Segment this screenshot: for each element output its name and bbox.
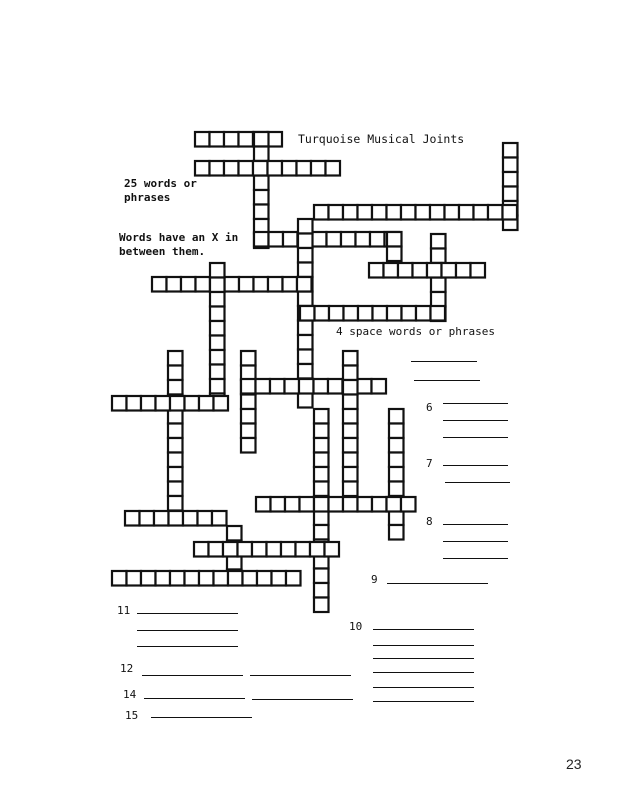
crossword-cell[interactable]: [325, 542, 340, 557]
crossword-cell[interactable]: [314, 482, 329, 497]
crossword-cell[interactable]: [343, 205, 358, 220]
crossword-cell[interactable]: [185, 396, 200, 411]
crossword-cell[interactable]: [311, 161, 326, 176]
crossword-cell[interactable]: [299, 379, 314, 394]
answer-blank[interactable]: [250, 675, 351, 676]
crossword-cell[interactable]: [343, 380, 358, 395]
word-count-note-line1: 25 words or: [124, 177, 197, 190]
crossword-cell[interactable]: [168, 467, 183, 482]
clue-number-11: 11: [117, 604, 131, 617]
crossword-cell[interactable]: [185, 571, 200, 586]
crossword-cell[interactable]: [254, 205, 269, 220]
crossword-cell[interactable]: [431, 306, 446, 321]
hint-note-line1: Words have an X in: [119, 231, 239, 244]
crossword-cell[interactable]: [268, 277, 283, 292]
clue-number-14: 14: [123, 688, 137, 701]
crossword-cell[interactable]: [328, 379, 343, 394]
crossword-cell[interactable]: [212, 511, 227, 526]
crossword-cell[interactable]: [387, 247, 402, 262]
crossword-cell[interactable]: [343, 366, 358, 381]
clue-number-7: 7: [426, 457, 433, 470]
crossword-cell[interactable]: [195, 161, 210, 176]
crossword-cell[interactable]: [503, 205, 518, 220]
answer-blank[interactable]: [252, 699, 353, 700]
answer-blank[interactable]: [443, 403, 508, 404]
crossword-cell[interactable]: [389, 467, 404, 482]
crossword-cell[interactable]: [168, 496, 183, 511]
crossword-cell[interactable]: [358, 306, 373, 321]
crossword-cell[interactable]: [413, 263, 428, 278]
crossword-cell[interactable]: [199, 571, 214, 586]
crossword-cell[interactable]: [389, 482, 404, 497]
crossword-cell[interactable]: [445, 205, 460, 220]
crossword-cell[interactable]: [298, 263, 313, 278]
crossword-cell[interactable]: [196, 277, 211, 292]
crossword-cell[interactable]: [314, 511, 329, 526]
answer-blank[interactable]: [373, 672, 474, 673]
crossword-cell[interactable]: [314, 467, 329, 482]
crossword-cell[interactable]: [210, 278, 225, 293]
crossword-cell[interactable]: [372, 497, 387, 512]
crossword-cell[interactable]: [389, 453, 404, 468]
crossword-cell[interactable]: [256, 497, 271, 512]
crossword-cell[interactable]: [271, 497, 286, 512]
crossword-cell[interactable]: [431, 234, 446, 249]
crossword-cell[interactable]: [416, 205, 431, 220]
crossword-cell[interactable]: [125, 511, 140, 526]
crossword-cell[interactable]: [267, 542, 282, 557]
crossword-cell[interactable]: [239, 161, 254, 176]
crossword-cell[interactable]: [314, 409, 329, 424]
crossword-cell[interactable]: [369, 263, 384, 278]
crossword-cell[interactable]: [387, 306, 402, 321]
crossword-cell[interactable]: [431, 292, 446, 307]
crossword-cell[interactable]: [356, 232, 371, 247]
crossword-cell[interactable]: [298, 219, 313, 234]
crossword-cell[interactable]: [269, 232, 284, 247]
crossword-cell[interactable]: [314, 205, 329, 220]
crossword-cell[interactable]: [141, 571, 156, 586]
crossword-cell[interactable]: [281, 542, 296, 557]
crossword-cell[interactable]: [459, 205, 474, 220]
crossword-cell[interactable]: [254, 277, 269, 292]
crossword-cell[interactable]: [298, 292, 313, 307]
crossword-cell[interactable]: [254, 190, 269, 205]
crossword-cell[interactable]: [314, 424, 329, 439]
crossword-cell[interactable]: [456, 263, 471, 278]
crossword-cell[interactable]: [298, 321, 313, 336]
crossword-cell[interactable]: [387, 232, 402, 247]
crossword-cell[interactable]: [343, 497, 358, 512]
crossword-cell[interactable]: [401, 497, 416, 512]
crossword-cell[interactable]: [358, 497, 373, 512]
page-number: 23: [566, 756, 582, 772]
crossword-cell[interactable]: [310, 542, 325, 557]
crossword-cell[interactable]: [297, 277, 312, 292]
crossword-cell[interactable]: [298, 335, 313, 350]
crossword-cell[interactable]: [256, 379, 271, 394]
crossword-cell[interactable]: [112, 571, 127, 586]
answer-blank[interactable]: [445, 482, 510, 483]
crossword-cell[interactable]: [402, 306, 417, 321]
word-count-note-line2: phrases: [124, 191, 171, 204]
hint-note-line2: between them.: [119, 245, 206, 258]
crossword-cell[interactable]: [503, 143, 518, 158]
crossword-cell[interactable]: [312, 232, 327, 247]
crossword-cell[interactable]: [210, 321, 225, 336]
crossword-cell[interactable]: [298, 364, 313, 379]
crossword-cell[interactable]: [298, 350, 313, 365]
crossword-cell[interactable]: [343, 409, 358, 424]
crossword-cell[interactable]: [194, 542, 209, 557]
crossword-cell[interactable]: [227, 526, 242, 541]
crossword-cell[interactable]: [358, 205, 373, 220]
crossword-cell[interactable]: [314, 497, 329, 512]
crossword-cell[interactable]: [214, 396, 229, 411]
crossword-cell[interactable]: [254, 232, 269, 247]
crossword-cell[interactable]: [344, 306, 359, 321]
crossword-cell[interactable]: [152, 277, 167, 292]
crossword-cell[interactable]: [387, 205, 402, 220]
crossword-cell[interactable]: [210, 336, 225, 351]
answer-blank[interactable]: [137, 646, 238, 647]
crossword-cell[interactable]: [427, 263, 442, 278]
crossword-cell[interactable]: [471, 263, 486, 278]
crossword-cell[interactable]: [387, 497, 402, 512]
answer-blank[interactable]: [414, 380, 480, 381]
crossword-cell[interactable]: [168, 351, 183, 366]
crossword-cell[interactable]: [297, 161, 312, 176]
crossword-cell[interactable]: [384, 263, 399, 278]
crossword-cell[interactable]: [286, 571, 301, 586]
crossword-cell[interactable]: [300, 497, 315, 512]
crossword-cell[interactable]: [214, 571, 229, 586]
crossword-cell[interactable]: [156, 396, 171, 411]
crossword-cell[interactable]: [503, 172, 518, 187]
crossword-cell[interactable]: [268, 132, 283, 147]
crossword-cell[interactable]: [503, 187, 518, 202]
crossword-cell[interactable]: [272, 571, 287, 586]
clue-number-12: 12: [120, 662, 134, 675]
crossword-cell[interactable]: [241, 424, 256, 439]
crossword-cell[interactable]: [282, 161, 297, 176]
crossword-cell[interactable]: [210, 307, 225, 322]
crossword-cell[interactable]: [210, 379, 225, 394]
crossword-cell[interactable]: [239, 132, 254, 147]
crossword-cell[interactable]: [225, 277, 240, 292]
clue-number-6: 6: [426, 401, 433, 414]
crossword-cell[interactable]: [298, 248, 313, 263]
answer-blank[interactable]: [373, 629, 474, 630]
crossword-cell[interactable]: [224, 132, 239, 147]
crossword-cell[interactable]: [241, 351, 256, 366]
crossword-cell[interactable]: [343, 424, 358, 439]
crossword-cell[interactable]: [314, 569, 329, 584]
crossword-cell[interactable]: [296, 542, 311, 557]
crossword-cell[interactable]: [372, 379, 387, 394]
answer-blank[interactable]: [387, 583, 488, 584]
clue-number-9: 9: [371, 573, 378, 586]
crossword-cell[interactable]: [195, 132, 210, 147]
crossword-cell[interactable]: [314, 583, 329, 598]
crossword-cell[interactable]: [210, 263, 225, 278]
answer-blank[interactable]: [443, 524, 508, 525]
crossword-cell[interactable]: [210, 350, 225, 365]
clue-number-8: 8: [426, 515, 433, 528]
crossword-cell[interactable]: [210, 365, 225, 380]
answer-blank[interactable]: [443, 541, 508, 542]
crossword-cell[interactable]: [168, 366, 183, 381]
crossword-cell[interactable]: [252, 542, 267, 557]
crossword-cell[interactable]: [169, 511, 184, 526]
crossword-cell[interactable]: [241, 395, 256, 410]
crossword-cell[interactable]: [416, 306, 431, 321]
answer-blank[interactable]: [443, 437, 508, 438]
crossword-cell[interactable]: [209, 542, 224, 557]
crossword-cell[interactable]: [254, 147, 269, 162]
crossword-cell[interactable]: [431, 278, 446, 293]
crossword-cell[interactable]: [198, 511, 213, 526]
answer-blank[interactable]: [142, 675, 243, 676]
crossword-cell[interactable]: [228, 571, 243, 586]
crossword-cell[interactable]: [314, 453, 329, 468]
answer-blank[interactable]: [144, 698, 245, 699]
crossword-cell[interactable]: [389, 409, 404, 424]
crossword-cell[interactable]: [241, 409, 256, 424]
crossword-cell[interactable]: [343, 467, 358, 482]
crossword-cell[interactable]: [315, 306, 330, 321]
answer-blank[interactable]: [443, 558, 508, 559]
crossword-cell[interactable]: [140, 511, 155, 526]
crossword-cell[interactable]: [314, 379, 329, 394]
crossword-cell[interactable]: [170, 396, 185, 411]
crossword-cell[interactable]: [370, 232, 385, 247]
crossword-cell[interactable]: [199, 396, 214, 411]
crossword-cell[interactable]: [210, 132, 225, 147]
crossword-cell[interactable]: [154, 511, 169, 526]
crossword-cell[interactable]: [243, 571, 258, 586]
crossword-cell[interactable]: [181, 277, 196, 292]
crossword-cell[interactable]: [401, 205, 416, 220]
answer-blank[interactable]: [137, 613, 238, 614]
crossword-cell[interactable]: [430, 205, 445, 220]
crossword-cell[interactable]: [488, 205, 503, 220]
crossword-cell[interactable]: [239, 277, 254, 292]
answer-blank[interactable]: [373, 701, 474, 702]
crossword-cell[interactable]: [168, 438, 183, 453]
crossword-cell[interactable]: [285, 379, 300, 394]
crossword-cell[interactable]: [210, 161, 225, 176]
crossword-cell[interactable]: [170, 571, 185, 586]
crossword-cell[interactable]: [127, 571, 142, 586]
crossword-cell[interactable]: [343, 482, 358, 497]
answer-blank[interactable]: [443, 420, 508, 421]
crossword-cell[interactable]: [398, 263, 413, 278]
crossword-cell[interactable]: [283, 232, 298, 247]
crossword-cell[interactable]: [141, 396, 156, 411]
crossword-cell[interactable]: [254, 176, 269, 191]
crossword-cell[interactable]: [270, 379, 285, 394]
crossword-cell[interactable]: [253, 161, 268, 176]
crossword-cell[interactable]: [314, 525, 329, 540]
crossword-cell[interactable]: [343, 395, 358, 410]
crossword-cell[interactable]: [503, 158, 518, 173]
crossword-cell[interactable]: [283, 277, 298, 292]
crossword-cell[interactable]: [343, 351, 358, 366]
crossword-cell[interactable]: [357, 379, 372, 394]
crossword-cell[interactable]: [210, 292, 225, 307]
crossword-cell[interactable]: [241, 366, 256, 381]
crossword-cell[interactable]: [254, 132, 269, 147]
crossword-cell[interactable]: [343, 438, 358, 453]
crossword-cell[interactable]: [389, 511, 404, 526]
crossword-cell[interactable]: [238, 542, 253, 557]
crossword-cell[interactable]: [127, 396, 142, 411]
answer-blank[interactable]: [443, 465, 508, 466]
crossword-cell[interactable]: [298, 393, 313, 408]
crossword-cell[interactable]: [329, 306, 344, 321]
crossword-cell[interactable]: [442, 263, 457, 278]
crossword-cell[interactable]: [257, 571, 272, 586]
crossword-cell[interactable]: [241, 438, 256, 453]
crossword-cell[interactable]: [389, 438, 404, 453]
crossword-cell[interactable]: [168, 453, 183, 468]
answer-blank[interactable]: [373, 687, 474, 688]
crossword-cell[interactable]: [183, 511, 198, 526]
clue-number-15: 15: [125, 709, 139, 722]
answer-blank[interactable]: [373, 658, 474, 659]
crossword-cell[interactable]: [431, 249, 446, 264]
puzzle-title: Turquoise Musical Joints: [298, 132, 465, 146]
crossword-cell[interactable]: [268, 161, 283, 176]
crossword-cell[interactable]: [329, 205, 344, 220]
crossword-cell[interactable]: [341, 232, 356, 247]
crossword-cell[interactable]: [314, 438, 329, 453]
crossword-cell[interactable]: [389, 424, 404, 439]
answer-blank[interactable]: [151, 717, 252, 718]
crossword-cell[interactable]: [168, 424, 183, 439]
crossword-cell[interactable]: [326, 161, 341, 176]
crossword-cell[interactable]: [168, 482, 183, 497]
crossword-cell[interactable]: [474, 205, 489, 220]
answer-blank[interactable]: [411, 361, 477, 362]
crossword-cell[interactable]: [300, 306, 315, 321]
crossword-cell[interactable]: [241, 379, 256, 394]
crossword-cell[interactable]: [314, 598, 329, 613]
crossword-cell[interactable]: [298, 234, 313, 249]
four-space-heading: 4 space words or phrases: [336, 325, 495, 338]
crossword-cell[interactable]: [327, 232, 342, 247]
crossword-cell[interactable]: [168, 380, 183, 395]
answer-blank[interactable]: [373, 645, 474, 646]
crossword-cell[interactable]: [223, 542, 238, 557]
crossword-cell[interactable]: [285, 497, 300, 512]
crossword-cell[interactable]: [372, 205, 387, 220]
crossword-cell[interactable]: [343, 453, 358, 468]
crossword-cell[interactable]: [156, 571, 171, 586]
crossword-cell[interactable]: [224, 161, 239, 176]
crossword-cell[interactable]: [112, 396, 127, 411]
crossword-cell[interactable]: [373, 306, 388, 321]
crossword-cell[interactable]: [389, 525, 404, 540]
crossword-cell[interactable]: [167, 277, 182, 292]
clue-number-10: 10: [349, 620, 363, 633]
crossword-cell[interactable]: [329, 497, 344, 512]
answer-blank[interactable]: [137, 630, 238, 631]
